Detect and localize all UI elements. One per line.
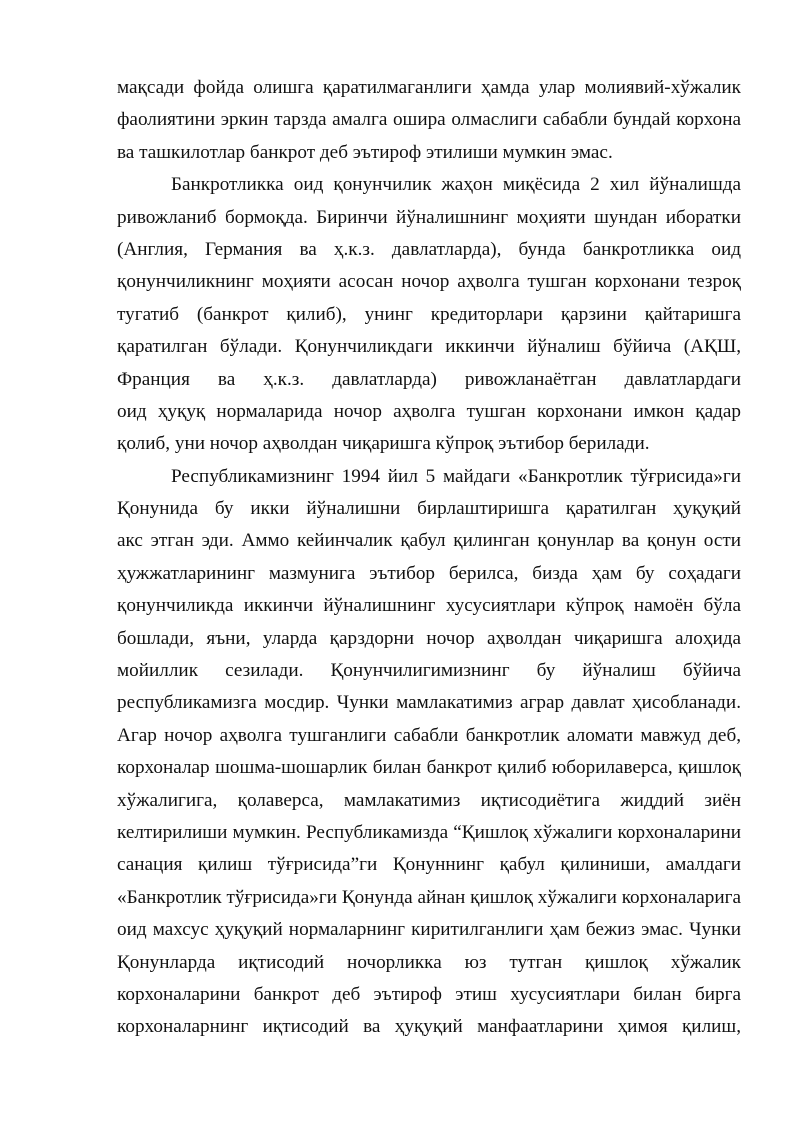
text-line: республикамизга мосдир. Чунки мамлакатимиз аграр давлат ҳисобланади. xyxy=(117,692,741,714)
text-line: ва ташкилотлар банкрот деб эътироф этилиши мумкин эмас. xyxy=(117,141,613,163)
text-line: Қонунларда иқтисодий ночорликка юз тутган қишлоқ хўжалик xyxy=(117,951,741,973)
text-line: (Англия, Германия ва ҳ.к.з. давлатларда), бунда банкротликка оид xyxy=(117,238,741,260)
text-line: фаолиятини эркин тарзда амалга ошира олмаслиги сабабли бундай корхона xyxy=(117,109,741,131)
text-line: оид ҳуқуқ нормаларида ночор аҳволга тушган корхонани имкон қадар xyxy=(117,400,741,422)
text-line: қолиб, уни ночор аҳволдан чиқаришга кўпроқ эътибор берилади. xyxy=(117,433,650,455)
text-line: хўжалигига, қолаверса, мамлакатимиз иқтисодиётига жиддий зиён xyxy=(117,789,741,811)
text-line: «Банкротлик тўғрисида»ги Қонунда айнан қишлоқ хўжалиги корхоналарига xyxy=(117,886,741,908)
text-line: Агар ночор аҳволга тушганлиги сабабли банкротлик аломати мавжуд деб, xyxy=(117,724,741,746)
paragraph-first-line: Банкротликка оид қонунчилик жаҳон миқёсида 2 хил йўналишда xyxy=(171,174,741,196)
text-line: санация қилиш тўғрисида”ги Қонуннинг қабул қилиниши, амалдаги xyxy=(117,854,741,876)
text-line: қонунчиликда иккинчи йўналишнинг хусусиятлари кўпроқ намоён бўла xyxy=(117,595,741,617)
text-line: Қонунида бу икки йўналишни бирлаштиришга қаратилган ҳуқуқий xyxy=(117,498,741,520)
text-line: мақсади фойда олишга қаратилмаганлиги ҳамда улар молиявий-хўжалик xyxy=(117,77,741,98)
body-text xyxy=(117,72,741,1044)
text-line: корхоналар шошма-шошарлик билан банкрот қилиб юборилаверса, қишлоқ xyxy=(117,757,741,779)
text-line: корхоналарнинг иқтисодий ва ҳуқуқий манфаатларини ҳимоя қилиш, xyxy=(117,1016,741,1038)
text-line: оид махсус ҳуқуқий нормаларнинг киритилганлиги ҳам бежиз эмас. Чунки xyxy=(117,919,741,941)
text-line: корхоналарини банкрот деб эътироф этиш хусусиятлари билан бирга xyxy=(117,983,741,1005)
text-line: бошлади, яъни, уларда қарздорни ночор аҳволдан чиқаришга алоҳида xyxy=(117,627,741,649)
text-line: ҳужжатларининг мазмунига эътибор берилса, бизда ҳам бу соҳадаги xyxy=(117,562,741,584)
text-line: тугатиб (банкрот қилиб), унинг кредиторлари қарзини қайтаришга xyxy=(117,303,741,325)
text-line: акс этган эди. Аммо кейинчалик қабул қилинган қонунлар ва қонун ости xyxy=(117,530,741,552)
text-line: мойиллик сезилади. Қонунчилигимизнинг бу йўналиш бўйича xyxy=(117,660,741,682)
text-line: қаратилган бўлади. Қонунчиликдаги иккинчи йўналиш бўйича (АҚШ, xyxy=(117,336,741,358)
text-line: ривожланиб бормоқда. Биринчи йўналишнинг моҳияти шундан иборатки xyxy=(117,206,741,228)
paragraph-first-line: Республикамизнинг 1994 йил 5 майдаги «Банкротлик тўғрисида»ги xyxy=(171,465,741,487)
text-line: қонунчиликнинг моҳияти асосан ночор аҳволга тушган корхонани тезроқ xyxy=(117,271,741,293)
text-line: келтирилиши мумкин. Республикамизда “Қишлоқ хўжалиги корхоналарини xyxy=(117,821,741,843)
text-line: Франция ва ҳ.к.з. давлатларда) ривожланаётган давлатлардаги xyxy=(117,368,741,390)
